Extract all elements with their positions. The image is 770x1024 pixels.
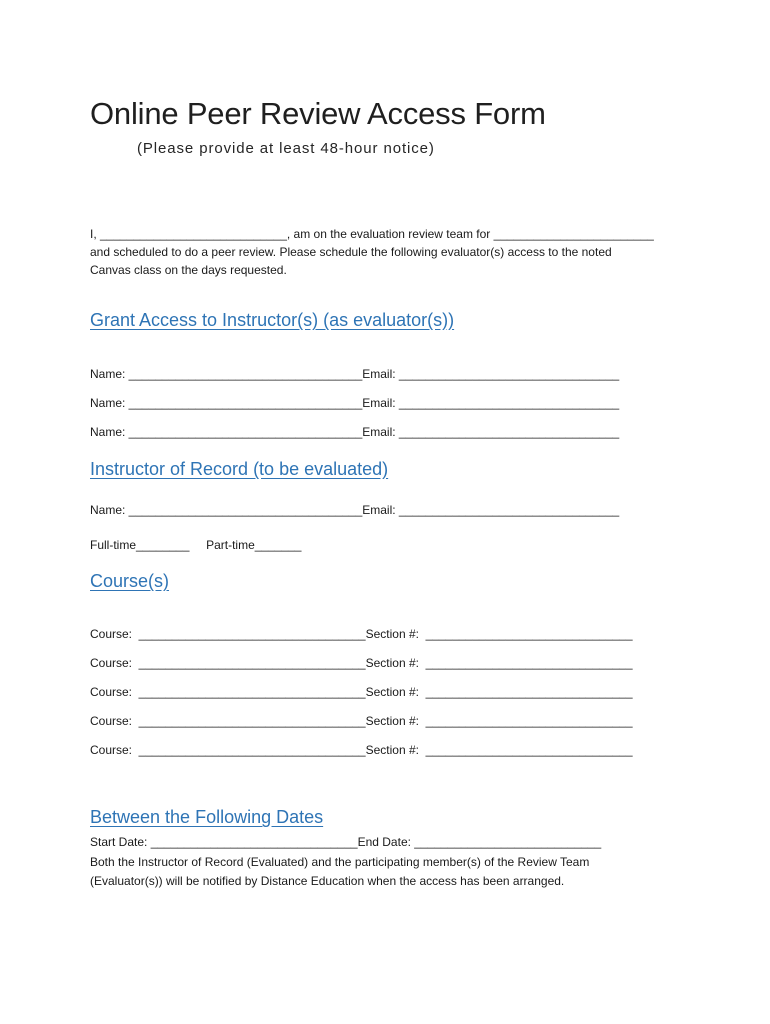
course-section-row: Course: __________________________________Section #: _______________________________ xyxy=(90,714,633,728)
note-line: (Evaluator(s)) will be notified by Distance Education when the access has been arranged. xyxy=(90,874,565,888)
note-line: Both the Instructor of Record (Evaluated) and the participating member(s) of the Review Team xyxy=(90,855,590,869)
section-heading-instructor: Instructor of Record (to be evaluated) xyxy=(90,459,389,479)
instructor-name-email-row: Name: ___________________________________Email: _________________________________ xyxy=(90,503,620,517)
course-section-row: Course: __________________________________Section #: _______________________________ xyxy=(90,656,633,670)
evaluator-name-email-row: Name: ___________________________________Email: _________________________________ xyxy=(90,367,620,381)
course-section-row: Course: __________________________________Section #: _______________________________ xyxy=(90,685,633,699)
page-title: Online Peer Review Access Form xyxy=(90,96,546,131)
course-section-row: Course: __________________________________Section #: _______________________________ xyxy=(90,743,633,757)
date-range-row: Start Date: _______________________________End Date: ____________________________ xyxy=(90,835,602,849)
notification-note xyxy=(90,853,690,891)
course-section-row: Course: __________________________________Section #: _______________________________ xyxy=(90,627,633,641)
evaluator-name-email-row: Name: ___________________________________Email: _________________________________ xyxy=(90,425,620,439)
section-heading-courses: Course(s) xyxy=(90,571,170,591)
section-heading-dates: Between the Following Dates xyxy=(90,807,324,827)
intro-paragraph xyxy=(90,225,690,279)
intro-line: Canvas class on the days requested. xyxy=(90,263,287,277)
page-subtitle: (Please provide at least 48-hour notice) xyxy=(137,140,435,157)
intro-line: I, ____________________________, am on the evaluation review team for ________________________ xyxy=(90,227,654,241)
section-heading-evaluators: Grant Access to Instructor(s) (as evaluator(s)) xyxy=(90,310,455,330)
evaluator-name-email-row: Name: ___________________________________Email: _________________________________ xyxy=(90,396,620,410)
intro-line: and scheduled to do a peer review. Please schedule the following evaluator(s) access to the noted xyxy=(90,245,612,259)
employment-status-row: Full-time________ Part-time_______ xyxy=(90,538,302,552)
